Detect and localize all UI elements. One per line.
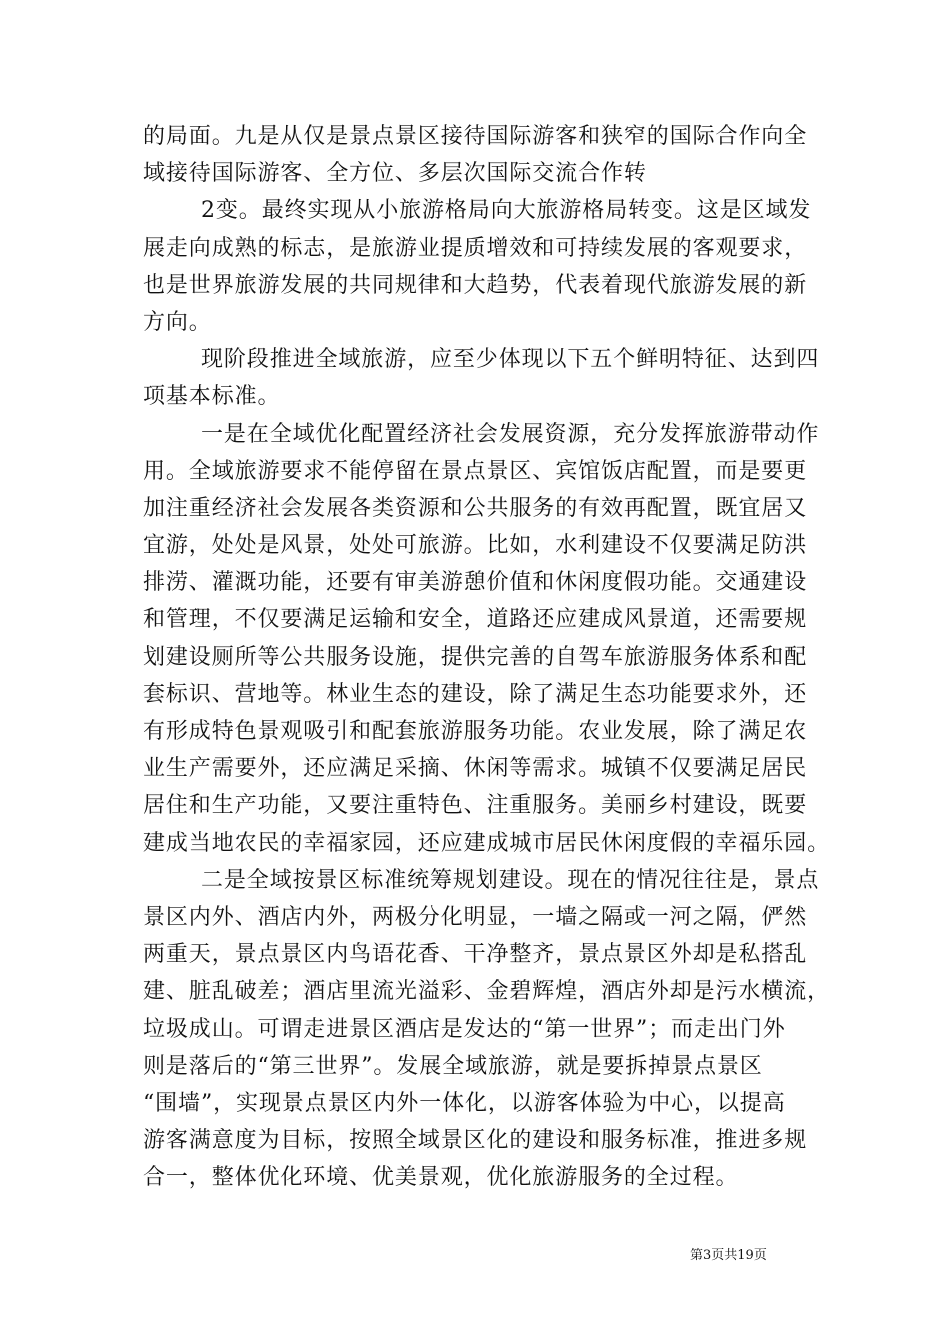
text-line: 和管理，不仅要满足运输和安全，道路还应建成风景道，还需要规 bbox=[143, 607, 808, 633]
text-line: 则是落后的“第三世界”。发展全域旅游，就是要拆掉景点景区 bbox=[143, 1053, 763, 1079]
text-line: 现阶段推进全域旅游，应至少体现以下五个鲜明特征、达到四 bbox=[201, 347, 820, 373]
text-line: 加注重经济社会发展各类资源和公共服务的有效再配置，既宜居又 bbox=[143, 495, 808, 521]
text-line: 方向。 bbox=[143, 309, 212, 335]
text-line: 划建设厕所等公共服务设施，提供完善的自驾车旅游服务体系和配 bbox=[143, 644, 808, 670]
text-line: 合一，整体优化环境、优美景观，优化旅游服务的全过程。 bbox=[143, 1165, 739, 1191]
text-line: 业生产需要外，还应满足采摘、休闲等需求。城镇不仅要满足居民 bbox=[143, 756, 808, 782]
text-line: 两重天，景点景区内鸟语花香、干净整齐，景点景区外却是私搭乱 bbox=[143, 942, 808, 968]
text-line: 用。全域旅游要求不能停留在景点景区、宾馆饭店配置，而是要更 bbox=[143, 458, 808, 484]
text-line: 项基本标准。 bbox=[143, 384, 281, 410]
text-line: 排涝、灌溉功能，还要有审美游憩价值和休闲度假功能。交通建设 bbox=[143, 570, 808, 596]
text-line: 垃圾成山。可谓走进景区酒店是发达的“第一世界”；而走出门外 bbox=[143, 1016, 786, 1042]
text-line: 居住和生产功能，又要注重特色、注重服务。美丽乡村建设，既要 bbox=[143, 793, 808, 819]
text-line: 域接待国际游客、全方位、多层次国际交流合作转 bbox=[143, 161, 647, 187]
text-line: “围墙”，实现景点景区内外一体化，以游客体验为中心，以提高 bbox=[143, 1090, 786, 1116]
body-text bbox=[143, 118, 831, 1196]
text-line: 景区内外、酒店内外，两极分化明显，一墙之隔或一河之隔，俨然 bbox=[143, 904, 808, 930]
text-line: 游客满意度为目标，按照全域景区化的建设和服务标准，推进多规 bbox=[143, 1128, 808, 1154]
text-line: 一是在全域优化配置经济社会发展资源，充分发挥旅游带动作 bbox=[201, 421, 820, 447]
text-line: 建成当地农民的幸福家园，还应建成城市居民休闲度假的幸福乐园。 bbox=[143, 830, 831, 856]
page-number-footer: 第3页共19页 bbox=[690, 1248, 767, 1263]
text-line: 套标识、营地等。林业生态的建设，除了满足生态功能要求外，还 bbox=[143, 681, 808, 707]
text-line: 的局面。九是从仅是景点景区接待国际游客和狭窄的国际合作向全 bbox=[143, 124, 808, 149]
text-line: 宜游，处处是风景，处处可旅游。比如，水利建设不仅要满足防洪 bbox=[143, 533, 808, 559]
text-line: 2变。最终实现从小旅游格局向大旅游格局转变。这是区域发 bbox=[201, 198, 812, 224]
text-line: 展走向成熟的标志，是旅游业提质增效和可持续发展的客观要求， bbox=[143, 235, 808, 261]
text-line: 有形成特色景观吸引和配套旅游服务功能。农业发展，除了满足农 bbox=[143, 719, 808, 744]
text-line: 也是世界旅游发展的共同规律和大趋势，代表着现代旅游发展的新 bbox=[143, 272, 808, 298]
text-line: 建、脏乱破差；酒店里流光溢彩、金碧辉煌，酒店外却是污水横流， bbox=[143, 979, 831, 1005]
text-line: 二是全域按景区标准统筹规划建设。现在的情况往往是，景点 bbox=[201, 867, 820, 893]
